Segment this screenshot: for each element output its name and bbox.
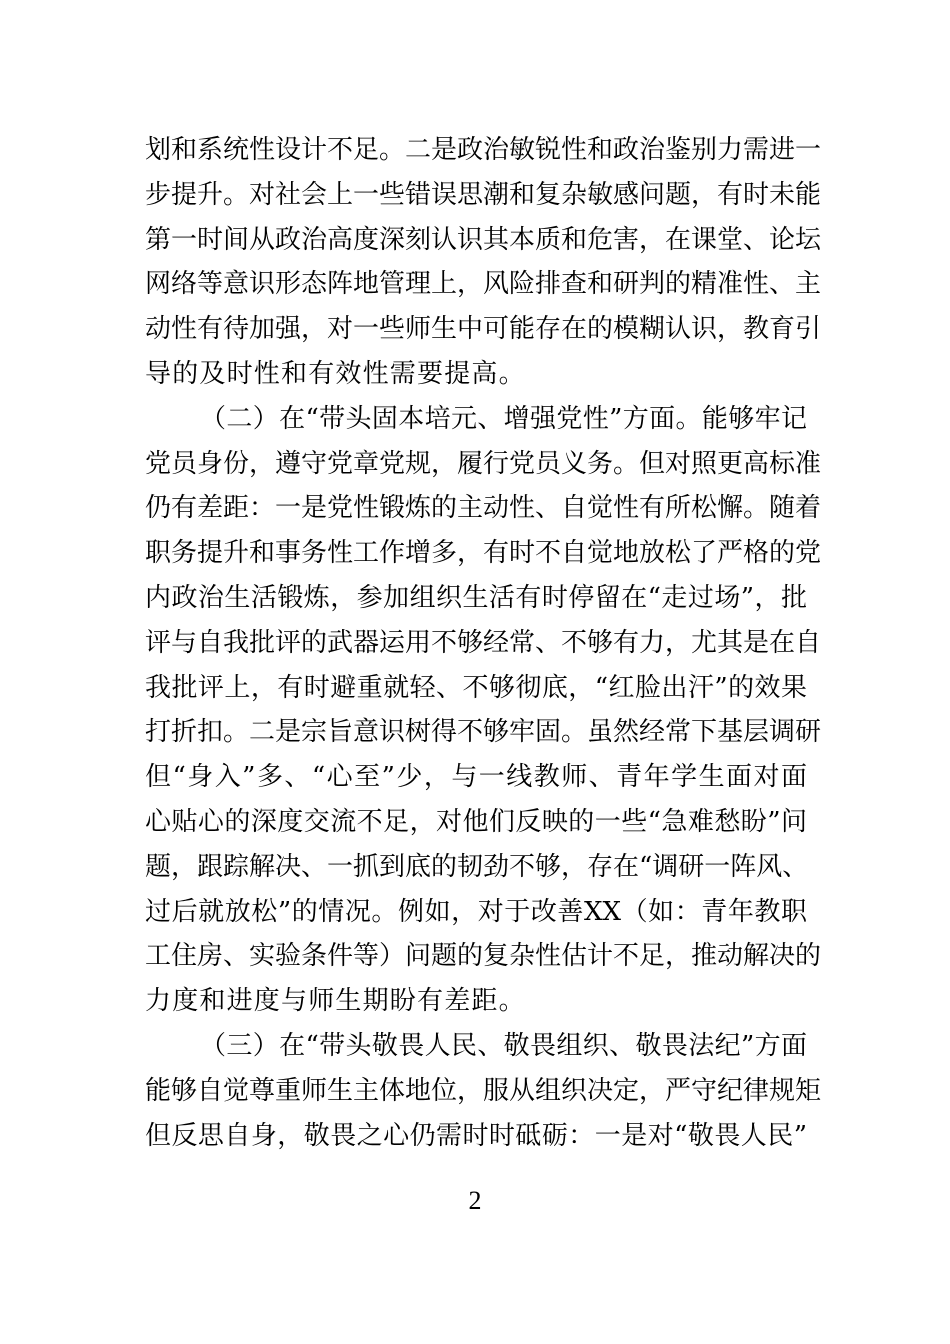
text-line: 题，跟踪解决、一抓到底的韧劲不够，存在“调研一阵风、 <box>145 851 809 882</box>
document-body <box>145 128 822 1158</box>
text-line: 网络等意识形态阵地管理上，风险排查和研判的精准性、主 <box>145 269 822 300</box>
text-line: 导的及时性和有效性需要提高。 <box>145 358 526 389</box>
text-line: 动性有待加强，对一些师生中可能存在的模糊认识，教育引 <box>145 314 822 345</box>
text-line: 打折扣。二是宗旨意识树得不够牢固。虽然经常下基层调研 <box>145 717 822 748</box>
text-line: 但“身入”多、“心至”少，与一线教师、青年学生面对面 <box>145 762 807 793</box>
text-line: 内政治生活锻炼，参加组织生活有时停留在“走过场”，批 <box>145 582 807 613</box>
text-line: （三）在“带头敬畏人民、敬畏组织、敬畏法纪”方面 <box>200 1030 807 1061</box>
text-line: 过后就放松”的情况。例如，对于改善XX（如：青年教职 <box>145 896 807 927</box>
text-line: 能够自觉尊重师生主体地位，服从组织决定，严守纪律规矩 <box>145 1075 822 1106</box>
text-line: 职务提升和事务性工作增多，有时不自觉地放松了严格的党 <box>145 538 822 569</box>
text-line: （二）在“带头固本培元、增强党性”方面。能够牢记 <box>200 403 807 434</box>
page-number: 2 <box>468 1186 482 1215</box>
text-line: 仍有差距：一是党性锻炼的主动性、自觉性有所松懈。随着 <box>145 493 822 524</box>
text-line: 评与自我批评的武器运用不够经常、不够有力，尤其是在自 <box>145 627 822 658</box>
text-line: 工住房、实验条件等）问题的复杂性估计不足，推动解决的 <box>145 941 822 972</box>
text-line: 党员身份，遵守党章党规，履行党员义务。但对照更高标准 <box>145 448 822 479</box>
text-line: 但反思自身，敬畏之心仍需时时砥砺：一是对“敬畏人民” <box>145 1120 807 1151</box>
text-line: 步提升。对社会上一些错误思潮和复杂敏感问题，有时未能 <box>145 179 822 210</box>
text-line: 我批评上，有时避重就轻、不够彻底，“红脸出汗”的效果 <box>145 672 807 703</box>
text-line: 力度和进度与师生期盼有差距。 <box>145 986 526 1017</box>
text-line: 划和系统性设计不足。二是政治敏锐性和政治鉴别力需进一 <box>145 135 822 165</box>
text-line: 心贴心的深度交流不足，对他们反映的一些“急难愁盼”问 <box>145 806 807 837</box>
text-line: 第一时间从政治高度深刻认识其本质和危害，在课堂、论坛 <box>145 224 822 255</box>
